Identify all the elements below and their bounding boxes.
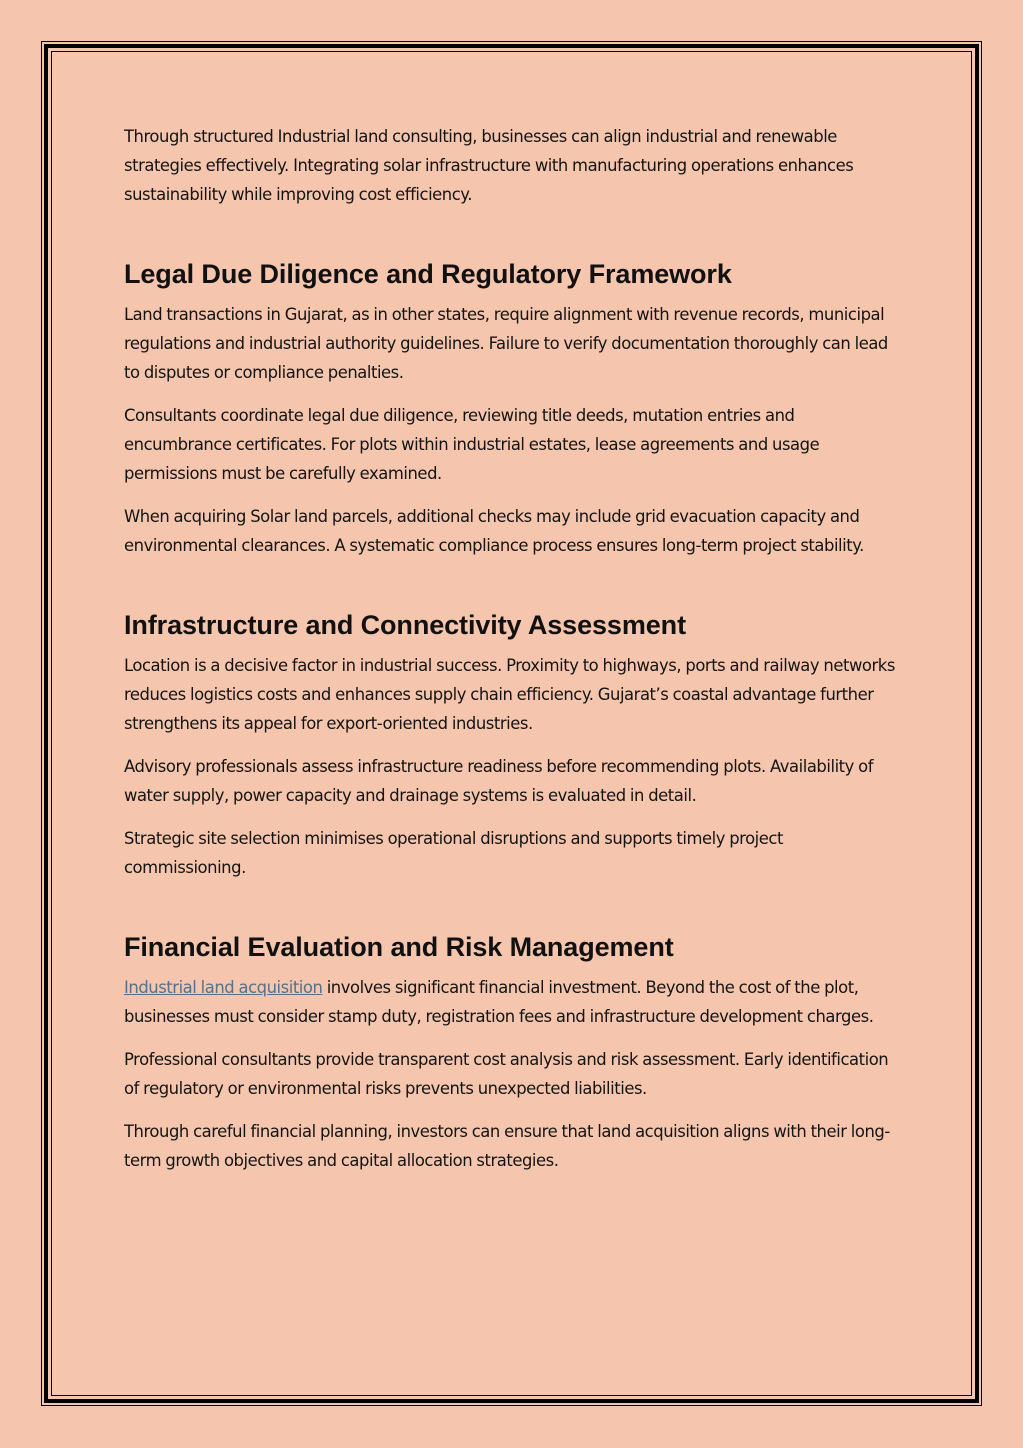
body-paragraph: Through careful financial planning, investors can ensure that land acquisition aligns with their long-term growth objectives and capital allocation strategies. bbox=[124, 1122, 890, 1170]
body-paragraph: Location is a decisive factor in industrial success. Proximity to highways, ports and railway networks reduces logistics costs and enhances supply chain efficiency. Gujarat’s coastal advantage further strengthens its appeal for export-oriented industries. bbox=[124, 656, 895, 733]
body-paragraph: When acquiring Solar land parcels, additional checks may include grid evacuation capacity and environmental clearances. A systematic compliance process ensures long-term project stability. bbox=[124, 507, 864, 555]
industrial-land-acquisition-link[interactable]: Industrial land acquisition bbox=[124, 978, 323, 997]
body-paragraph: Land transactions in Gujarat, as in other states, require alignment with revenue records, municipal regulations and industrial authority guidelines. Failure to verify documentation thoroughly can lead to disputes or compliance penalties. bbox=[124, 305, 888, 382]
section-heading: Financial Evaluation and Risk Management bbox=[124, 932, 674, 962]
section-financial-evaluation bbox=[124, 930, 899, 1175]
section-infrastructure-connectivity bbox=[124, 608, 899, 882]
body-paragraph-with-link bbox=[124, 973, 899, 1031]
paragraph-text: involves significant financial investment. Beyond the cost of the plot, businesses must consider stamp duty, registration fees and infrastructure development charges. bbox=[124, 978, 874, 1026]
section-heading: Legal Due Diligence and Regulatory Framework bbox=[124, 259, 732, 289]
section-heading: Infrastructure and Connectivity Assessment bbox=[124, 610, 686, 640]
document-body bbox=[124, 122, 899, 1189]
body-paragraph: Consultants coordinate legal due diligence, reviewing title deeds, mutation entries and encumbrance certificates. For plots within industrial estates, lease agreements and usage permissions must be carefully examined. bbox=[124, 406, 820, 483]
body-paragraph: Strategic site selection minimises operational disruptions and supports timely project commissioning. bbox=[124, 829, 783, 877]
body-paragraph: Professional consultants provide transparent cost analysis and risk assessment. Early identification of regulatory or environmental risks prevents unexpected liabilities. bbox=[124, 1050, 889, 1098]
section-legal-due-diligence bbox=[124, 257, 899, 560]
body-paragraph: Advisory professionals assess infrastructure readiness before recommending plots. Availability of water supply, power capacity and drainage systems is evaluated in detail. bbox=[124, 757, 874, 805]
intro-paragraph: Through structured Industrial land consulting, businesses can align industrial and renewable strategies effectively. Integrating solar infrastructure with manufacturing operations enhances sustainability while improving cost efficiency. bbox=[124, 127, 854, 204]
